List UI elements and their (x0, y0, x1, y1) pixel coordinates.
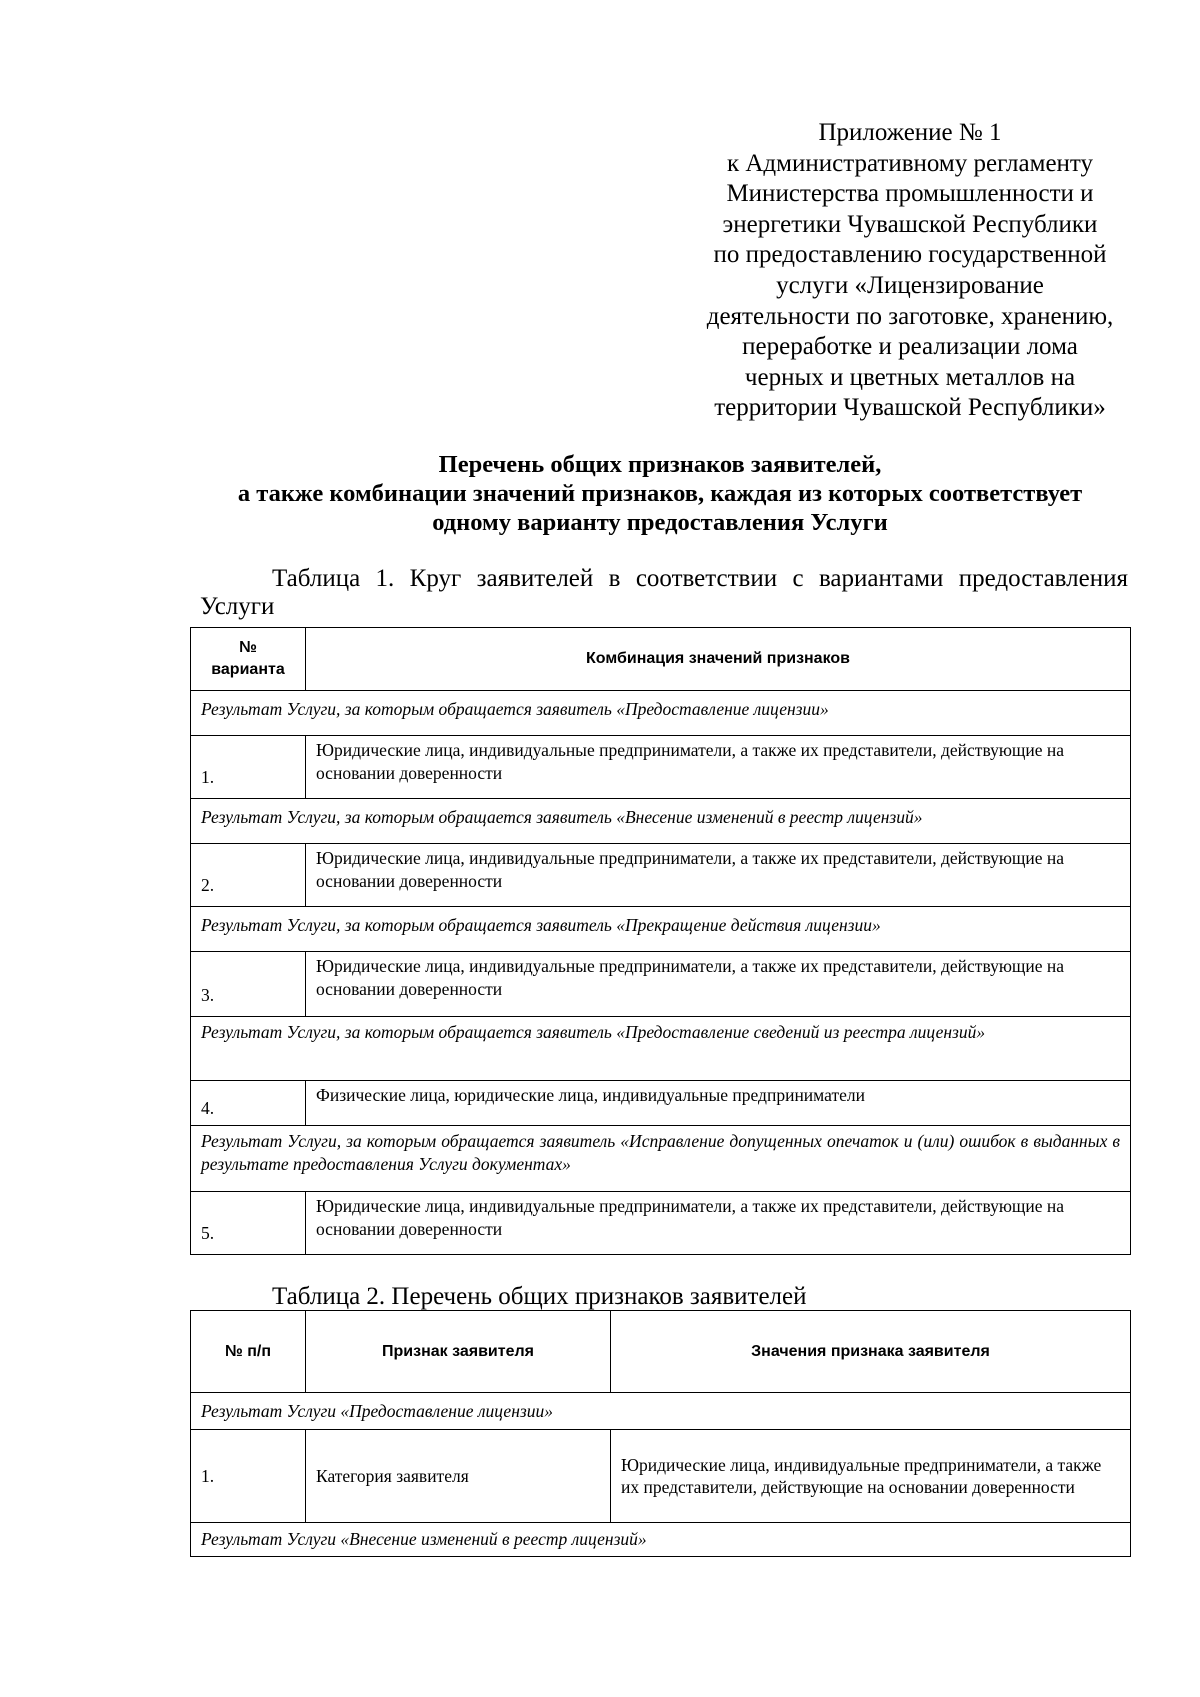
table1-result-row (191, 907, 1131, 952)
table1-row (191, 952, 1131, 1017)
table1-result-row (191, 1017, 1131, 1081)
title-line: одному варианту предоставления Услуги (432, 509, 888, 536)
table1-result-row (191, 799, 1131, 844)
header-num-line2: варианта (211, 661, 285, 678)
table1-row (191, 844, 1131, 907)
combo-value: Юридические лица, индивидуальные предприниматели, а также их представители, действующие на основании доверенности (306, 952, 1131, 1017)
table1-result-row (191, 1126, 1131, 1192)
appendix-line: к Административному регламенту (726, 149, 1094, 177)
variant-num: 2. (191, 844, 306, 907)
variant-num: 5. (191, 1192, 306, 1255)
table1-row (191, 736, 1131, 799)
result-text: Результат Услуги «Внесение изменений в реестр лицензий» (191, 1523, 1131, 1557)
table2-row (191, 1430, 1131, 1523)
table2-header-values: Значения признака заявителя (611, 1311, 1131, 1393)
table2 (190, 1310, 1131, 1557)
header-num-line1: № (239, 639, 257, 656)
document-title (190, 450, 1130, 537)
table2-header-row (191, 1311, 1131, 1393)
appendix-block (680, 118, 1140, 424)
row-num: 1. (191, 1430, 306, 1523)
appendix-line: переработке и реализации лома (742, 333, 1078, 361)
table2-caption: Таблица 2. Перечень общих признаков заявителей (272, 1283, 807, 1310)
table1-header-num (191, 628, 306, 691)
table2-result-row (191, 1523, 1131, 1557)
table2-header-num: № п/п (191, 1311, 306, 1393)
combo-value: Физические лица, юридические лица, индивидуальные предприниматели (306, 1081, 1131, 1126)
title-line: Перечень общих признаков заявителей, (438, 451, 882, 478)
appendix-line: Приложение № 1 (818, 119, 1002, 146)
result-text: Результат Услуги, за которым обращается заявитель «Внесение изменений в реестр лицензий» (191, 799, 1131, 844)
sign-values: Юридические лица, индивидуальные предприниматели, а также их представители, действующие на основании доверенности (611, 1430, 1131, 1523)
variant-num: 3. (191, 952, 306, 1017)
variant-num: 4. (191, 1081, 306, 1126)
table1-caption: Таблица 1. Круг заявителей в соответствии с вариантами предоставления Услуги (200, 565, 1128, 620)
combo-value: Юридические лица, индивидуальные предприниматели, а также их представители, действующие на основании доверенности (306, 736, 1131, 799)
table1-header-row (191, 628, 1131, 691)
appendix-line: по предоставлению государственной (713, 241, 1107, 269)
result-text: Результат Услуги, за которым обращается заявитель «Предоставление лицензии» (191, 691, 1131, 736)
appendix-line: черных и цветных металлов на (744, 363, 1076, 391)
appendix-line: энергетики Чувашской Республики (722, 210, 1098, 238)
table1 (190, 627, 1131, 1255)
appendix-line: Министерства промышленности и (726, 180, 1094, 208)
result-text: Результат Услуги «Предоставление лицензии» (191, 1393, 1131, 1430)
result-text: Результат Услуги, за которым обращается заявитель «Исправление допущенных опечаток и (или) ошибок в выданных в результате предоставления Услуги документах» (191, 1126, 1131, 1192)
sign-value: Категория заявителя (306, 1430, 611, 1523)
combo-value: Юридические лица, индивидуальные предприниматели, а также их представители, действующие на основании доверенности (306, 844, 1131, 907)
appendix-line: территории Чувашской Республики» (714, 394, 1106, 422)
result-text: Результат Услуги, за которым обращается заявитель «Предоставление сведений из реестра лицензий» (191, 1017, 1131, 1081)
table2-header-sign: Признак заявителя (306, 1311, 611, 1393)
variant-num: 1. (191, 736, 306, 799)
table1-row (191, 1192, 1131, 1255)
table2-result-row (191, 1393, 1131, 1430)
appendix-line: деятельности по заготовке, хранению, (706, 302, 1114, 330)
title-line: а также комбинации значений признаков, каждая из которых соответствует (237, 480, 1083, 507)
combo-value: Юридические лица, индивидуальные предприниматели, а также их представители, действующие на основании доверенности (306, 1192, 1131, 1255)
appendix-line: услуги «Лицензирование (776, 271, 1044, 299)
table1-header-combo: Комбинация значений признаков (306, 628, 1131, 691)
table1-row (191, 1081, 1131, 1126)
result-text: Результат Услуги, за которым обращается заявитель «Прекращение действия лицензии» (191, 907, 1131, 952)
table1-result-row (191, 691, 1131, 736)
